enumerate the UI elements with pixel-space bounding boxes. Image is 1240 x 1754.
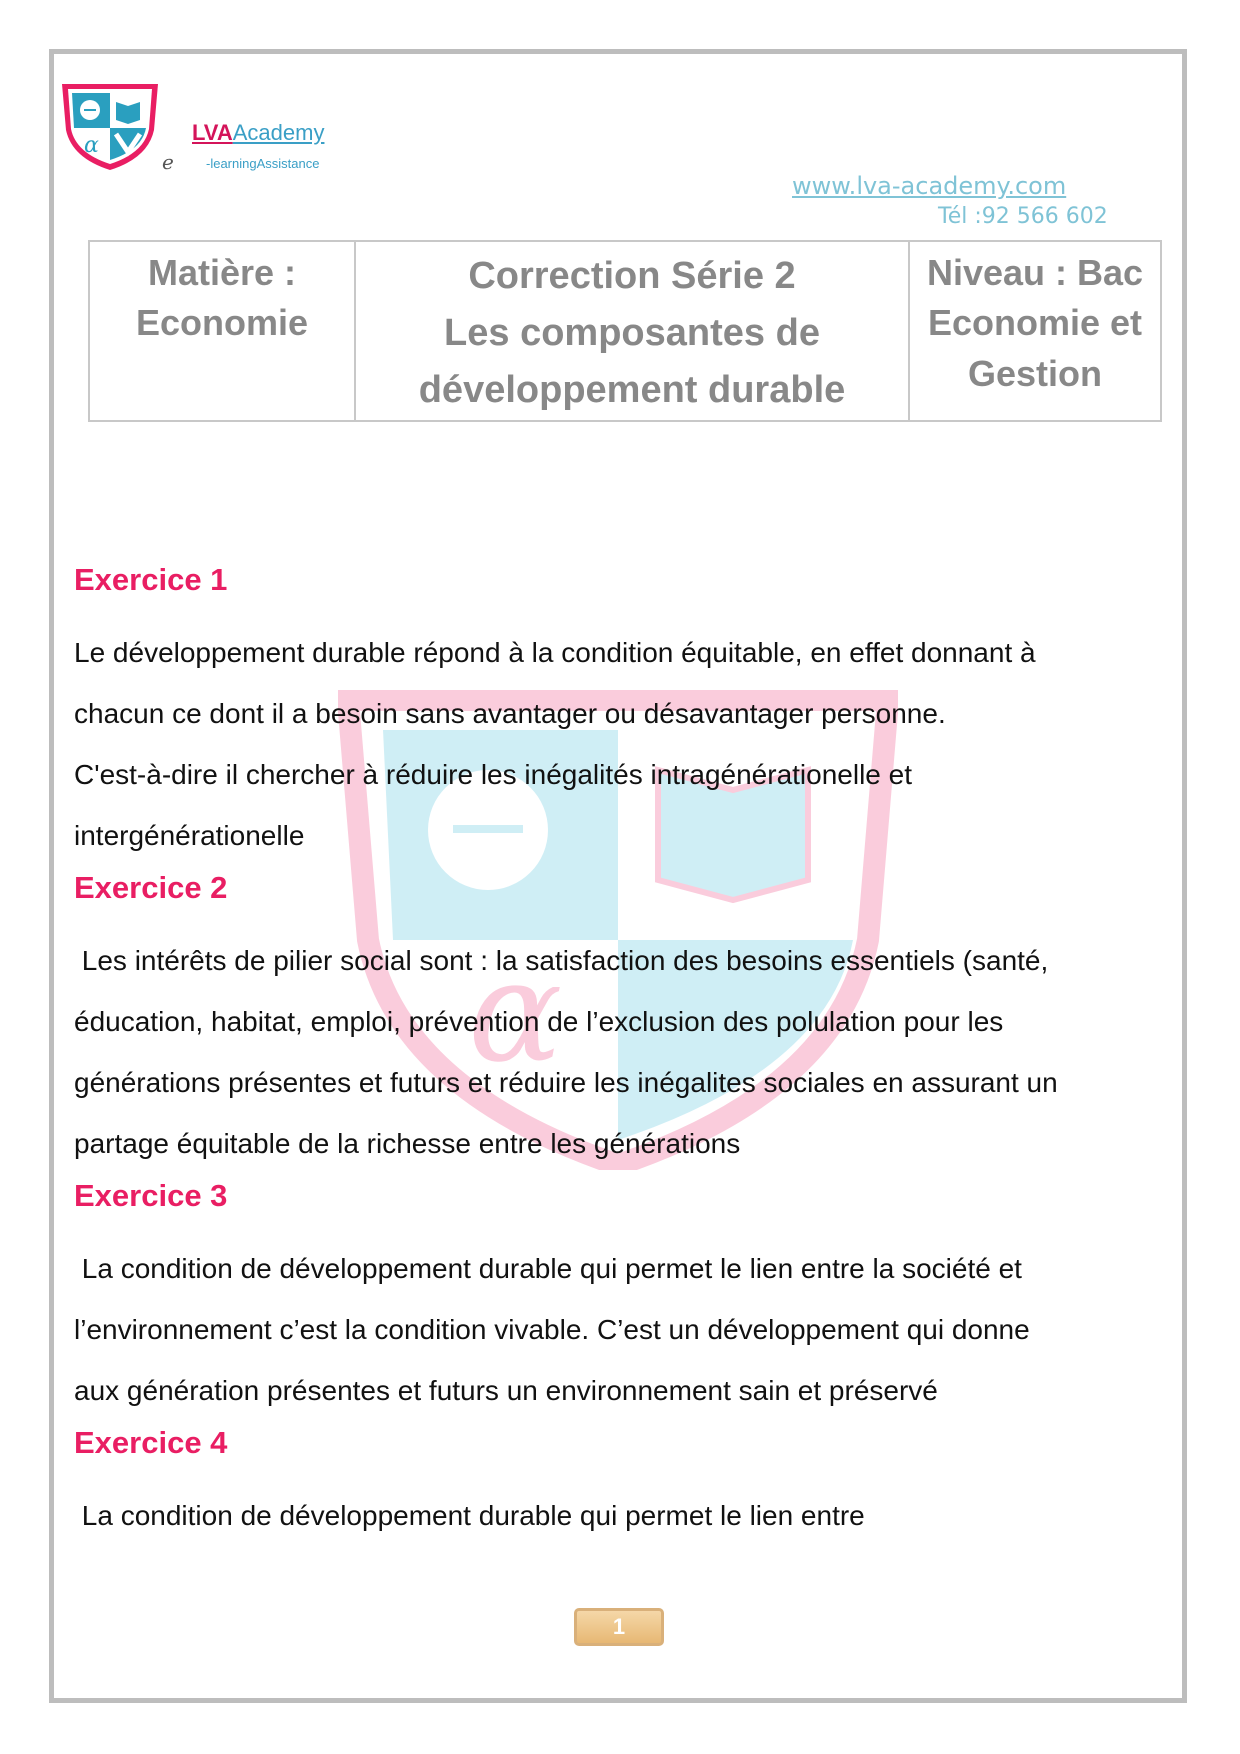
info-table — [88, 240, 1162, 422]
exercise-text-line: Le développement durable répond à la condition équitable, en effet donnant à — [74, 637, 1036, 668]
website-link[interactable]: www.lva-academy.com — [792, 172, 1067, 200]
brand-name[interactable] — [192, 120, 324, 146]
exercise-title: Exercice 4 — [74, 1425, 228, 1460]
page-number: 1 — [574, 1608, 664, 1646]
subject-cell — [89, 241, 355, 421]
exercise-text-line: aux génération présentes et futurs un environnement sain et préservé — [74, 1375, 938, 1406]
exercise-title: Exercice 2 — [74, 870, 228, 905]
document-title: Correction Série 2 Les composantes de développement durable — [418, 255, 846, 411]
exercise-text-line: intergénérationelle — [74, 820, 305, 851]
level-cell — [909, 241, 1161, 421]
level-text: Niveau : Bac Economie et Gestion — [926, 252, 1144, 394]
brand-tagline: -learningAssistance — [206, 156, 320, 171]
svg-text:α: α — [468, 931, 563, 1094]
exercise-text-line: La condition de développement durable qui permet le lien entre — [74, 1500, 865, 1531]
phone-number: Tél :92 566 602 — [938, 204, 1108, 229]
exercise-text-line: C'est-à-dire il chercher à réduire les inégalités intragénérationelle et — [74, 759, 913, 790]
brand-e-letter: e — [162, 150, 174, 174]
lva-academy-logo-icon — [58, 80, 162, 172]
brand-academy: Academy — [232, 120, 325, 145]
exercise-text-line: générations présentes et futurs et réduire les inégalites sociales en assurant un — [74, 1067, 1058, 1098]
exercise-text-line: chacun ce dont il a besoin sans avantager ou désavantager personne. — [74, 698, 946, 729]
svg-text:α: α — [84, 133, 99, 158]
exercise-title: Exercice 3 — [74, 1178, 228, 1213]
exercise-text-line: l’environnement c’est la condition vivable. C’est un développement qui donne — [74, 1314, 1030, 1345]
brand-lva: LVA — [192, 120, 233, 145]
title-cell — [355, 241, 909, 421]
subject-text: Matière : Economie — [135, 252, 309, 344]
exercise-text-line: éducation, habitat, emploi, prévention de l’exclusion des polulation pour les — [74, 1006, 1004, 1037]
exercise-text-line: Les intérêts de pilier social sont : la satisfaction des besoins essentiels (santé, — [74, 945, 1049, 976]
exercise-title: Exercice 1 — [74, 562, 228, 597]
exercise-text-line: La condition de développement durable qui permet le lien entre la société et — [74, 1253, 1022, 1284]
exercises-content — [74, 558, 1154, 1546]
exercise-text-line: partage équitable de la richesse entre les générations — [74, 1128, 741, 1159]
